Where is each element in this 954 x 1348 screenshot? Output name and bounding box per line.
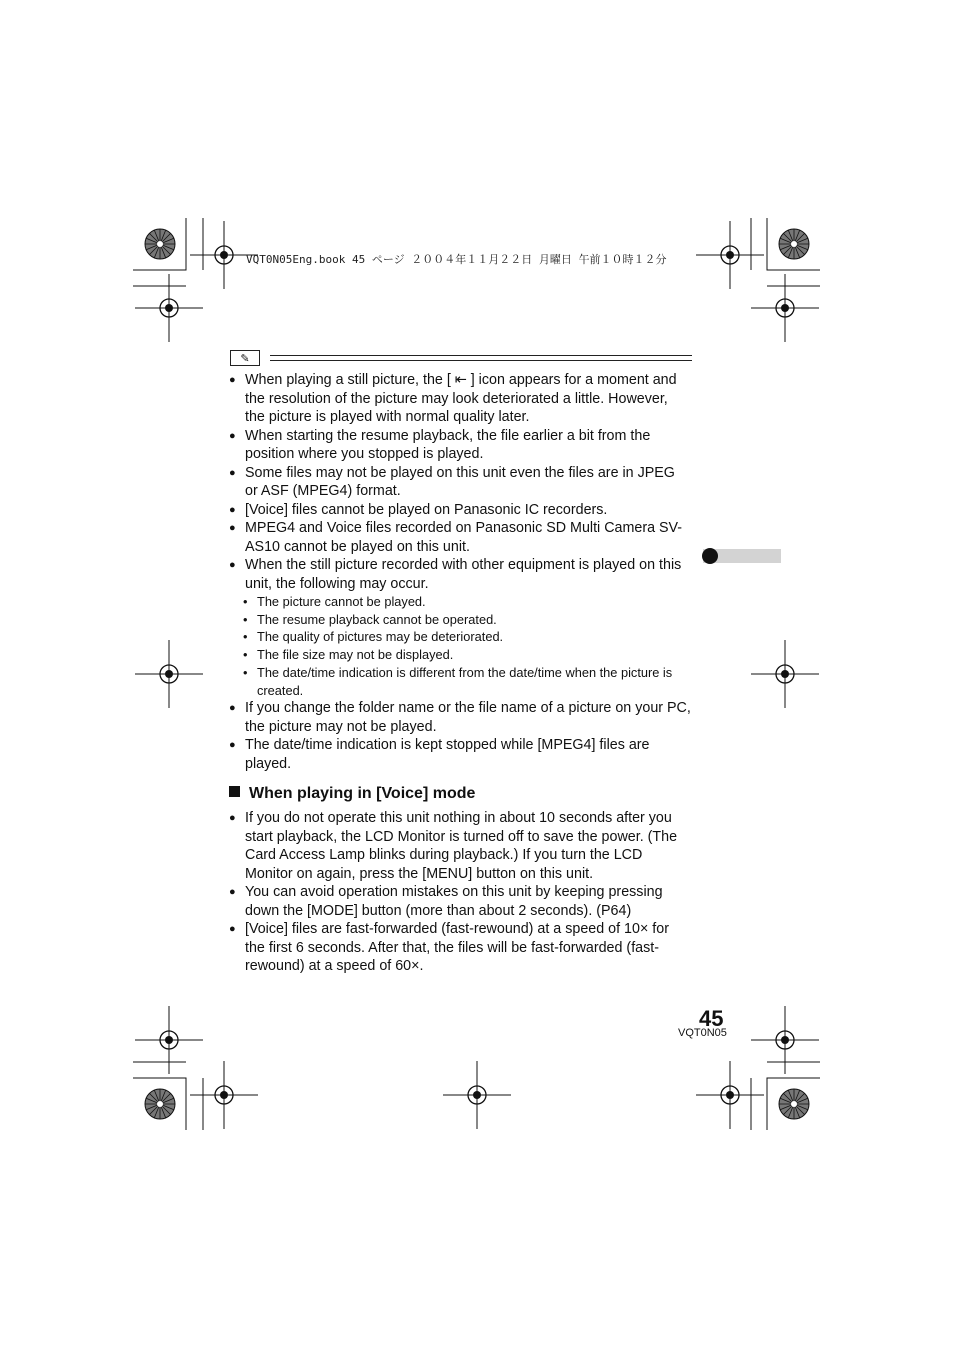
list-item: ● The date/time indication is kept stopped while [MPEG4] files are played.	[229, 737, 650, 772]
model-code: VQT0N05	[678, 1027, 727, 1039]
list-item: ● [Voice] files are fast-forwarded (fast-rewound) at a speed of 10× for the first 6 seconds. After that, the files will be fast-forwarded (fast-rewound) at a speed of 60×.	[229, 921, 669, 975]
list-item: ● When the still picture recorded with other equipment is played on this unit, the following may occur.	[229, 557, 682, 592]
list-item: ● When starting the resume playback, the file earlier a bit from the position where you stopped is played.	[229, 427, 651, 462]
sub-list-item: • The date/time indication is different from the date/time when the picture is created.	[243, 664, 673, 698]
list-item: ● Some files may not be played on this unit even the files are in JPEG or ASF (MPEG4) format.	[229, 464, 675, 499]
sub-list-item: • The resume playback cannot be operated.	[243, 611, 497, 627]
square-bullet-icon	[229, 786, 240, 797]
list-item: ● If you do not operate this unit nothing in about 10 seconds after you start playback, the LCD Monitor is turned off to save the power. (The Card Access Lamp blinks during playback.) If you turn the LCD Monitor on again, press the [MENU] button on this unit.	[229, 810, 678, 882]
list-item: ● MPEG4 and Voice files recorded on Panasonic SD Multi Camera SV-AS10 cannot be played on this unit.	[229, 520, 683, 555]
sub-list-item: • The quality of pictures may be deteriorated.	[243, 629, 504, 645]
sub-list-item: • The file size may not be displayed.	[243, 647, 454, 663]
list-item: ● You can avoid operation mistakes on this unit by keeping pressing down the [MODE] button (more than about 2 seconds). (P64)	[229, 884, 663, 919]
list-item: ● When playing a still picture, the [ ⇤ ] icon appears for a moment and the resolution of the picture may look deteriorated a little. However, the picture is played with normal quality later.	[229, 372, 677, 425]
print-header: VQT0N05Eng.book 45 ページ ２００４年１１月２２日 月曜日 午前１０時１２分	[246, 253, 667, 266]
list-item: ● [Voice] files cannot be played on Panasonic IC recorders.	[229, 501, 608, 518]
note-icon: ✎	[230, 350, 260, 366]
list-item: ● If you change the folder name or the file name of a picture on your PC, the picture may not be played.	[229, 700, 691, 735]
chapter-tab-dot	[702, 548, 718, 564]
note-rule	[270, 355, 692, 361]
notes-content	[229, 371, 691, 976]
page-number: 45	[699, 1006, 724, 1031]
section-heading: When playing in [Voice] mode	[229, 784, 691, 804]
sub-list-item: • The picture cannot be played.	[243, 594, 426, 609]
